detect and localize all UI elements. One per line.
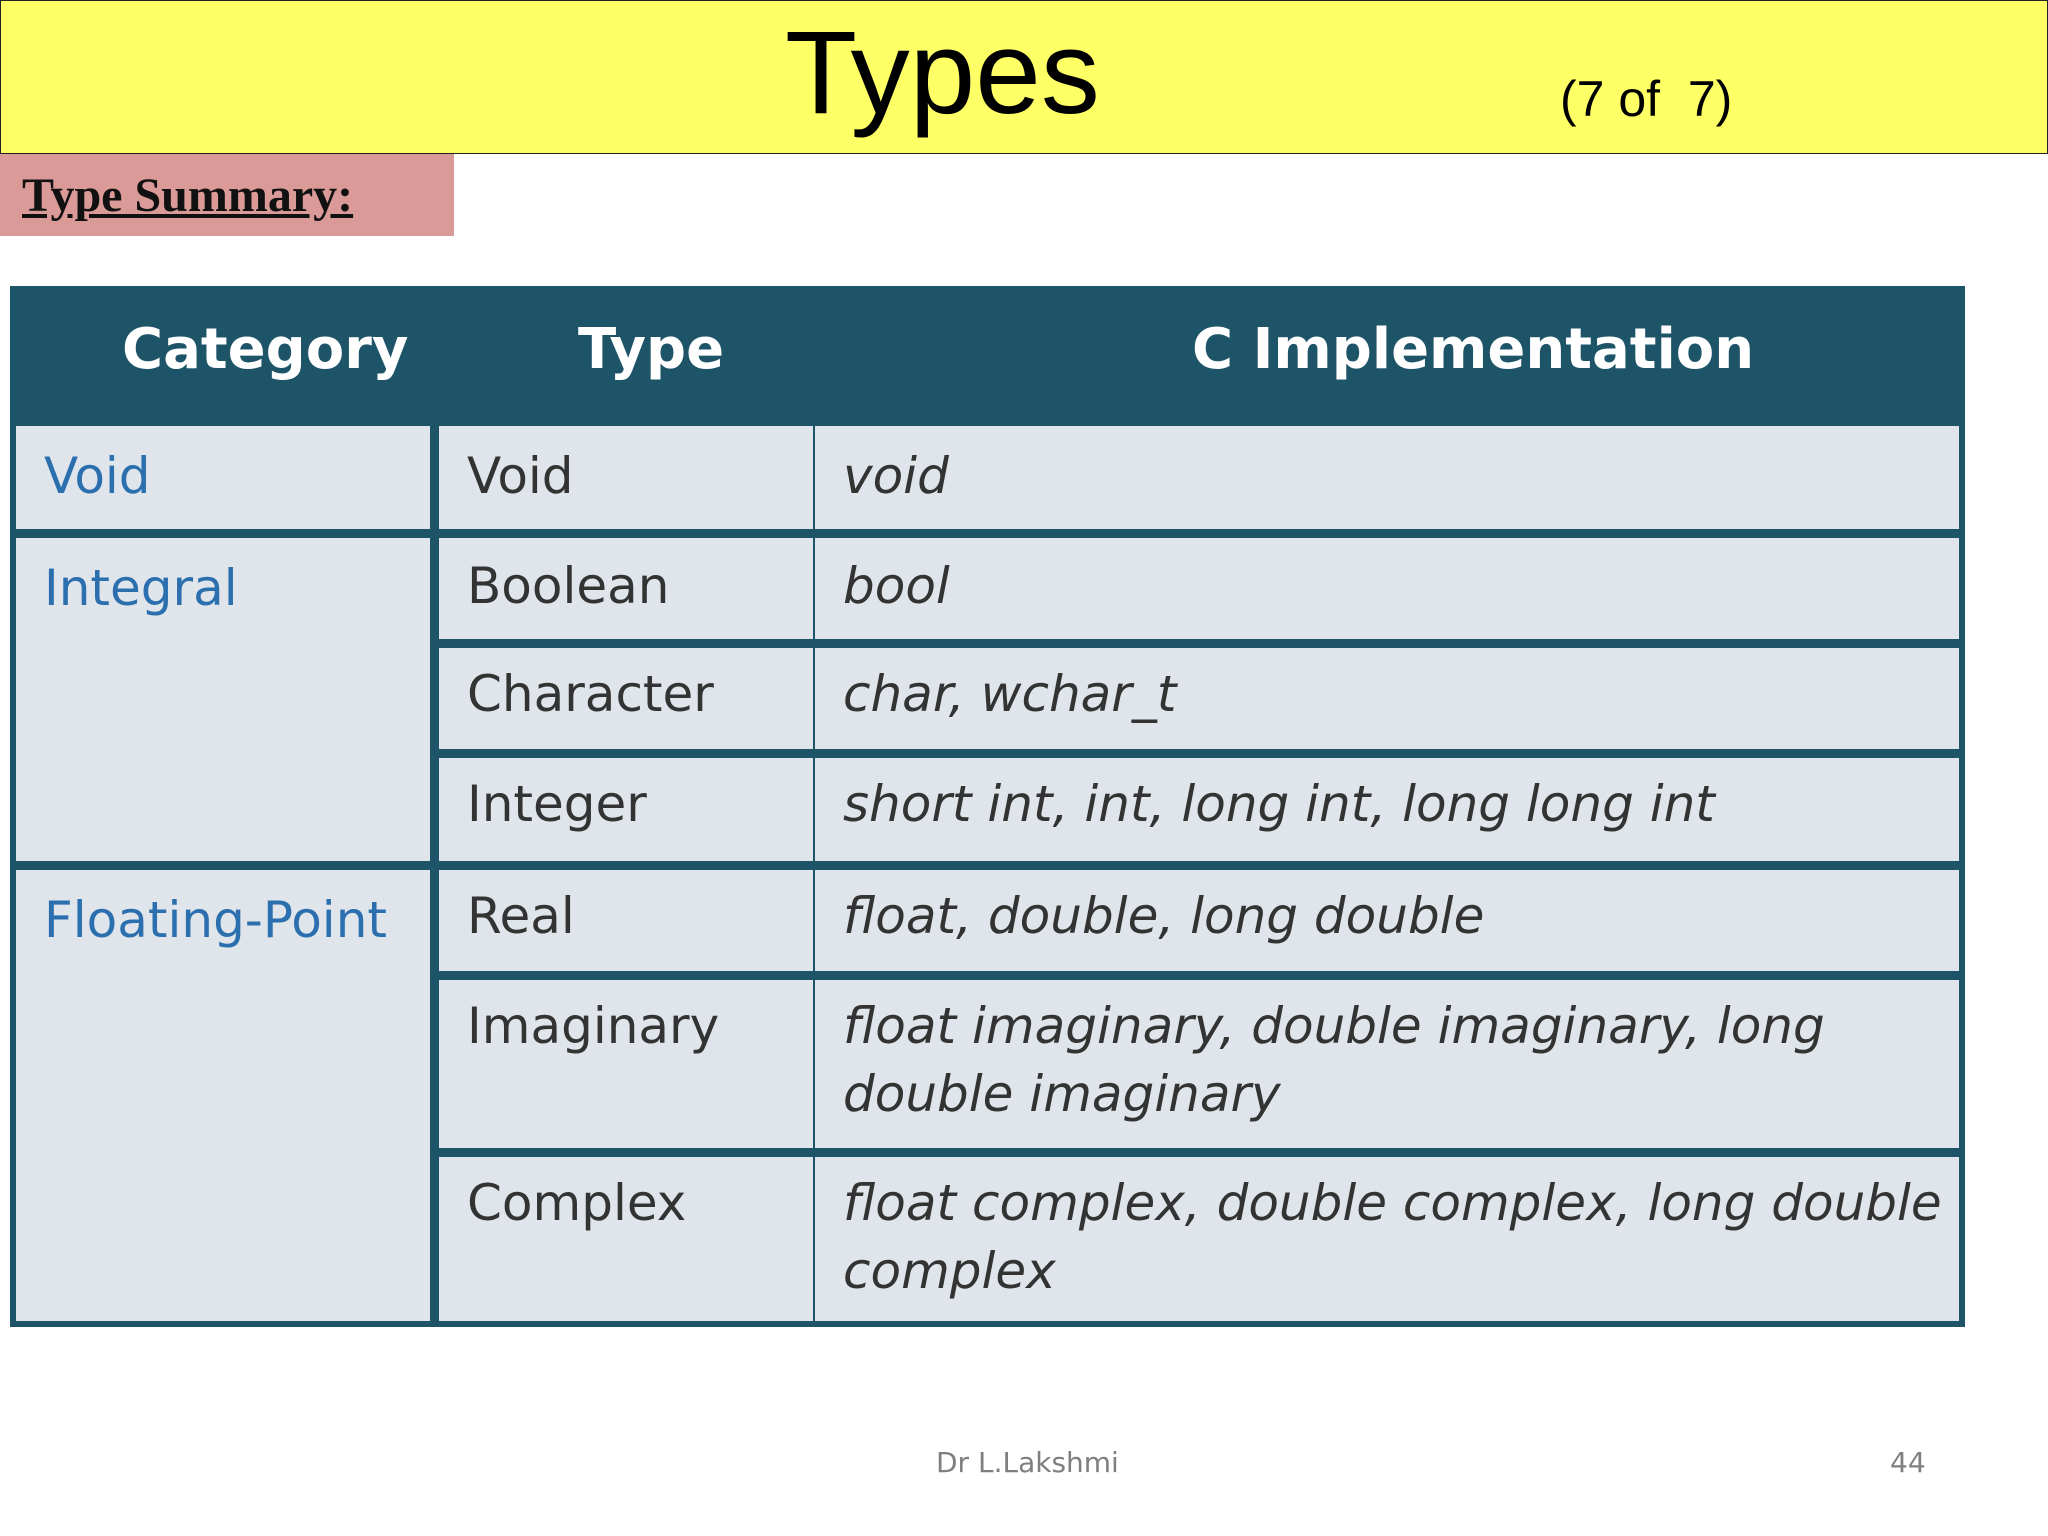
type-label: Void <box>467 447 574 505</box>
type-cell <box>439 648 813 749</box>
type-cell <box>439 1157 813 1321</box>
section-label: Type Summary: <box>22 169 354 222</box>
impl-line: float complex, double complex, long double <box>843 1174 1942 1232</box>
impl-line: char, wchar_t <box>843 665 1177 723</box>
category-cell-floating-point <box>16 870 430 1321</box>
type-cell <box>439 538 813 639</box>
header-implementation: C Implementation <box>1192 317 1755 382</box>
impl-cell <box>815 758 1959 861</box>
impl-cell <box>815 538 1959 639</box>
impl-line: short int, int, long int, long long int <box>843 775 1715 833</box>
category-floating-point: Floating-Point <box>44 891 387 949</box>
type-label: Imaginary <box>467 997 720 1055</box>
impl-line: void <box>843 447 949 505</box>
category-integral: Integral <box>44 559 238 617</box>
type-cell <box>439 426 813 529</box>
type-label: Complex <box>467 1174 687 1232</box>
impl-line: float, double, long double <box>843 887 1485 945</box>
type-cell <box>439 758 813 861</box>
type-cell <box>439 870 813 971</box>
types-table <box>10 286 1965 1327</box>
category-cell-integral <box>16 538 430 861</box>
footer-author: Dr L.Lakshmi <box>936 1446 1119 1479</box>
impl-cell <box>815 426 1959 529</box>
impl-cell <box>815 648 1959 749</box>
type-label: Real <box>467 887 575 945</box>
slide-pager: (7 of 7) <box>1560 71 1733 127</box>
type-label: Character <box>467 665 714 723</box>
impl-cell <box>815 1157 1959 1321</box>
type-label: Integer <box>467 775 647 833</box>
impl-cell <box>815 980 1959 1148</box>
impl-line: double imaginary <box>843 1065 1281 1123</box>
category-void: Void <box>44 447 151 505</box>
impl-line: float imaginary, double imaginary, long <box>843 997 1825 1055</box>
header-type: Type <box>578 317 725 382</box>
type-cell <box>439 980 813 1148</box>
category-cell-void <box>16 426 430 529</box>
footer-page-number: 44 <box>1890 1446 1926 1479</box>
header-category: Category <box>122 317 409 382</box>
impl-line: complex <box>843 1242 1056 1300</box>
type-label: Boolean <box>467 557 670 615</box>
slide-title: Types <box>785 7 1100 139</box>
impl-line: bool <box>843 557 950 615</box>
impl-cell <box>815 870 1959 971</box>
